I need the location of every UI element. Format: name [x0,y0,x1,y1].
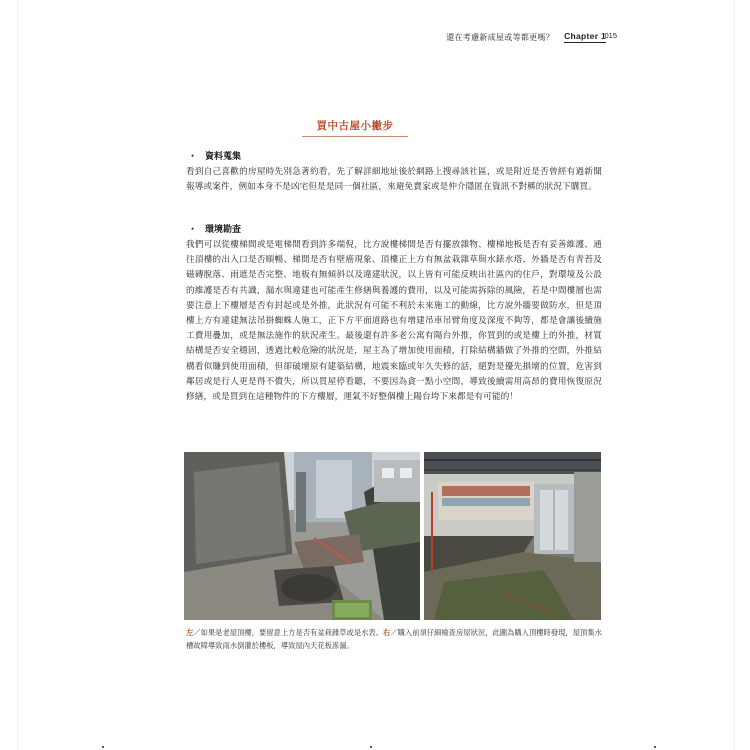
subhead-label: 資料蒐集 [205,152,242,162]
caption-right-tag: 右 [383,628,391,637]
paragraph-data-collection: 看到自己喜歡的房屋時先別急著約看，先了解詳細地址後於網路上搜尋該社區，或是附近是否曾經有過新聞報導或案件，例如本身不是凶宅但是是同一個社區，來避免賣家或是仲介隱匿在資訊不對稱的狀況下購買。 [186,167,602,193]
crop-mark [370,746,372,748]
bullet-icon: ・ [188,225,198,235]
caption-left-tag: 左 [186,628,194,637]
chapter-label: Chapter 1 [564,31,606,41]
photo-illustration [424,452,601,620]
running-title: 還在考慮新成屋或等都更嗎？ [446,32,555,42]
paragraph-site-inspection: 我們可以從樓梯間或是電梯間看到許多端倪，比方說樓梯間是否有擺放雜物、樓梯地板是否有妥善維護、通往頂樓的出入口是否順暢、梯間是否有壁癌現象、頂樓正上方有無盆栽雜草與水錶水塔、外牆是否有青苔及磁磚脫落、雨遮是否完整、地板有無傾斜以及違建狀況，以上皆有可能反映出社區內的住戶，對環境及公設的維護是否有共識，漏水與違建也可能產生修繕與養護的費用，以及可能需拆除的風險，若是中間樓層也需要注意上下樓層是否有封起或是外推，此狀況有可能不利於未來施工的動線，比方說外牆要做防水，但是頂樓上方有違建無法吊掛蜘蛛人施工，正下方平面道路也有增建吊車吊臂角度及深度不夠等，都是會讓後續施工費用疊加，或是無法施作的狀況產生。最後還有許多老公寓有陽台外推，你買到的或是樓上的外推，材質結構是否安全穩固，透過比較危險的狀況是，屋主為了增加使用面積，打除結構牆做了外推的空間，外推結構看似賺到使用面積，但卻破壞原有建築結構，地震來臨或年久失修的話，絕對是優先損壞的位置，危害到鄰居或是行人更是得不償失，所以買屋停看聽，不要因為貪一點小空間，導致後續需用高昂的費用恢復原況修繕，或是買到在這種物件的下方樓層，運氣不好整個樓上陽台垮下來都是有可能的！ [186,240,602,403]
caption-right-text: ／購入前須仔細檢查房屋狀況，此圖為購入頂樓時發現，屋頂集水槽故障導致雨水倒灌於樓板，導致屋內天花板滲漏。 [186,628,602,650]
rooftop-drainage-photo [184,452,420,620]
subhead-site-inspection [188,222,241,235]
rooftop-trough-photo [424,452,601,620]
bullet-icon: ・ [188,152,198,162]
subhead-label: 環境勘查 [205,225,242,235]
crop-mark [102,746,104,748]
photo-caption [186,627,602,652]
crop-mark [654,746,656,748]
subhead-data-collection [188,149,241,162]
page-number: 015 [604,31,617,40]
caption-left-text: ／如果是老屋頂樓，要留意上方是否有盆栽雜草或是水表。 [193,628,384,637]
book-page [18,0,734,750]
section-title: 買中古屋小撇步 [280,118,430,133]
running-head [446,31,606,43]
photo-illustration [184,452,420,620]
